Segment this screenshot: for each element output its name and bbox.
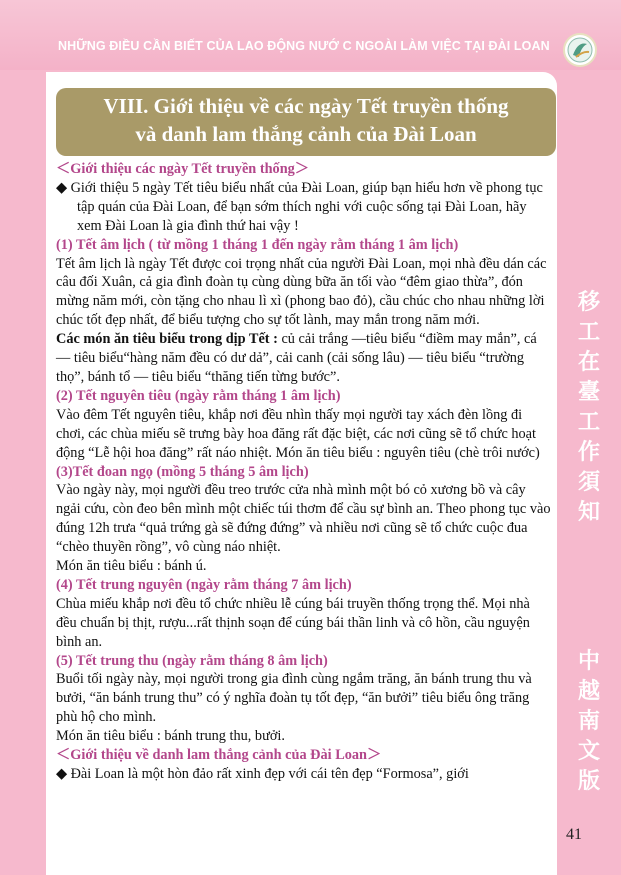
side-char: 臺 <box>577 380 600 405</box>
page-number: 41 <box>566 826 582 843</box>
holiday-3-title: (3)Tết đoan ngọ (mồng 5 tháng 5 âm lịch) <box>56 463 309 480</box>
holiday-1-foods-label: Các món ăn tiêu biểu trong dịp Tết : <box>56 331 278 348</box>
holiday-1-foods <box>56 330 552 387</box>
side-char: 在 <box>577 350 600 375</box>
side-char: 移 <box>577 290 600 315</box>
header-band <box>0 0 621 70</box>
holiday-1-body: Tết âm lịch là ngày Tết được coi trọng nhất của người Đài Loan, mọi nhà đều dán các câu đối Xuân, cả gia đình đoàn tụ cùng dùng bữa ăn tối vào “đêm giao thừa”, đón mừng năm mới, còn tặng cho nhau lì xì (phong bao đỏ), cầu chúc cho nhau những lời chúc tốt đẹp nhất, để biểu tượng cho sự tốt lành, may mắn trong năm mới. <box>56 255 547 329</box>
holiday-5-title: (5) Tết trung thu (ngày rằm tháng 8 âm lịch) <box>56 652 328 669</box>
holiday-4-body: Chùa miếu khắp nơi đều tổ chức nhiều lễ cúng bái truyền thống trọng thể. Mọi nhà đều chuẩn bị thịt, rượu...rất thịnh soạn để cúng bái thần linh và cô hồn, cầu nguyện bình an. <box>56 595 530 650</box>
holiday-5-body: Buổi tối ngày này, mọi người trong gia đình cùng ngắm trăng, ăn bánh trung thu và bưởi, “ăn bánh trung thu” có ý nghĩa đoàn tụ tốt đẹp, “ăn bưởi” tiêu biểu ông trăng phù hộ cho mình. <box>56 671 532 726</box>
side-char: 文 <box>577 739 600 764</box>
side-label-bottom <box>574 647 604 797</box>
side-char: 工 <box>577 410 600 435</box>
side-char: 作 <box>577 440 600 465</box>
emblem-logo <box>563 33 597 67</box>
chapter-title-line-2: và danh lam thắng cảnh của Đài Loan <box>135 122 477 146</box>
holiday-4-title: (4) Tết trung nguyên (ngày rằm tháng 7 âm lịch) <box>56 576 352 593</box>
side-char: 須 <box>577 470 600 495</box>
holiday-3-food: Món ăn tiêu biểu : bánh ú. <box>56 558 207 575</box>
intro-bullet: ◆ Giới thiệu 5 ngày Tết tiêu biểu nhất của Đài Loan, giúp bạn hiểu hơn về phong tục tập quán của Đài Loan, để bạn sớm thích nghi với cuộc sống tại Đài Loan, hãy xem Đài Loan là gia đình thứ hai vậy ! <box>56 179 543 234</box>
side-char: 知 <box>577 500 600 525</box>
section-heading-holidays: ＜Giới thiệu các ngày Tết truyền thống＞ <box>56 161 310 177</box>
holiday-2-body: Vào đêm Tết nguyên tiêu, khắp nơi đều nhìn thấy mọi người tay xách đèn lồng đi chơi, các chùa miếu sẽ trưng bày hoa đăng rất đặc biệt, các nơi cũng sẽ tổ chức hoạt động “Lễ hội hoa đăng” rất náo nhiệt. Món ăn tiêu biểu : nguyên tiêu (chè trôi nước) <box>56 406 540 461</box>
holiday-5-food: Món ăn tiêu biểu : bánh trung thu, bưởi. <box>56 728 285 745</box>
side-label-top <box>574 288 604 528</box>
chapter-title-box <box>56 88 556 156</box>
side-char: 工 <box>577 320 600 345</box>
running-header: NHỮNG ĐIỀU CẦN BIẾT CỦA LAO ĐỘNG NƯỚ C NGOÀI LÀM VIỆC TẠI ĐÀI LOAN <box>58 39 550 53</box>
side-char: 中 <box>577 649 600 674</box>
side-char: 南 <box>577 709 600 734</box>
body-text <box>56 160 552 784</box>
holiday-2-title: (2) Tết nguyên tiêu (ngày rằm tháng 1 âm lịch) <box>56 387 341 404</box>
section-heading-scenic: ＜Giới thiệu về danh lam thắng cảnh của Đài Loan＞ <box>56 747 382 764</box>
side-char: 版 <box>577 769 600 794</box>
holiday-1-title: (1) Tết âm lịch ( từ mồng 1 tháng 1 đến ngày rằm tháng 1 âm lịch) <box>56 236 459 253</box>
holiday-3-body: Vào ngày này, mọi người đều treo trước cửa nhà mình một bó cỏ xương bồ và cây ngải cứu, còn đeo bên mình một chiếc túi thơm để cầu sự bình an. Theo phong tục vào đúng 12h trưa “quả trứng gà sẽ đứng đứng” và nhiều nơi cũng sẽ tổ chức cuộc đua “chèo thuyền rồng”, vô cùng náo nhiệt. <box>56 482 551 556</box>
chapter-title-line-1: VIII. Giới thiệu về các ngày Tết truyền thống <box>103 94 509 118</box>
holiday-1-foods-text: củ cải trắng —tiêu biểu “điềm may mắn”, cá — tiêu biểu“hàng năm đều có dư dả”, cải canh (cải sống lâu) — tiêu biểu “trường thọ”, bánh tổ — tiêu biểu “thăng tiến từng bước”. <box>56 331 537 385</box>
scenic-intro-bullet: ◆ Đài Loan là một hòn đảo rất xinh đẹp với cái tên đẹp “Formosa”, giới <box>56 766 469 782</box>
side-char: 越 <box>577 679 600 704</box>
